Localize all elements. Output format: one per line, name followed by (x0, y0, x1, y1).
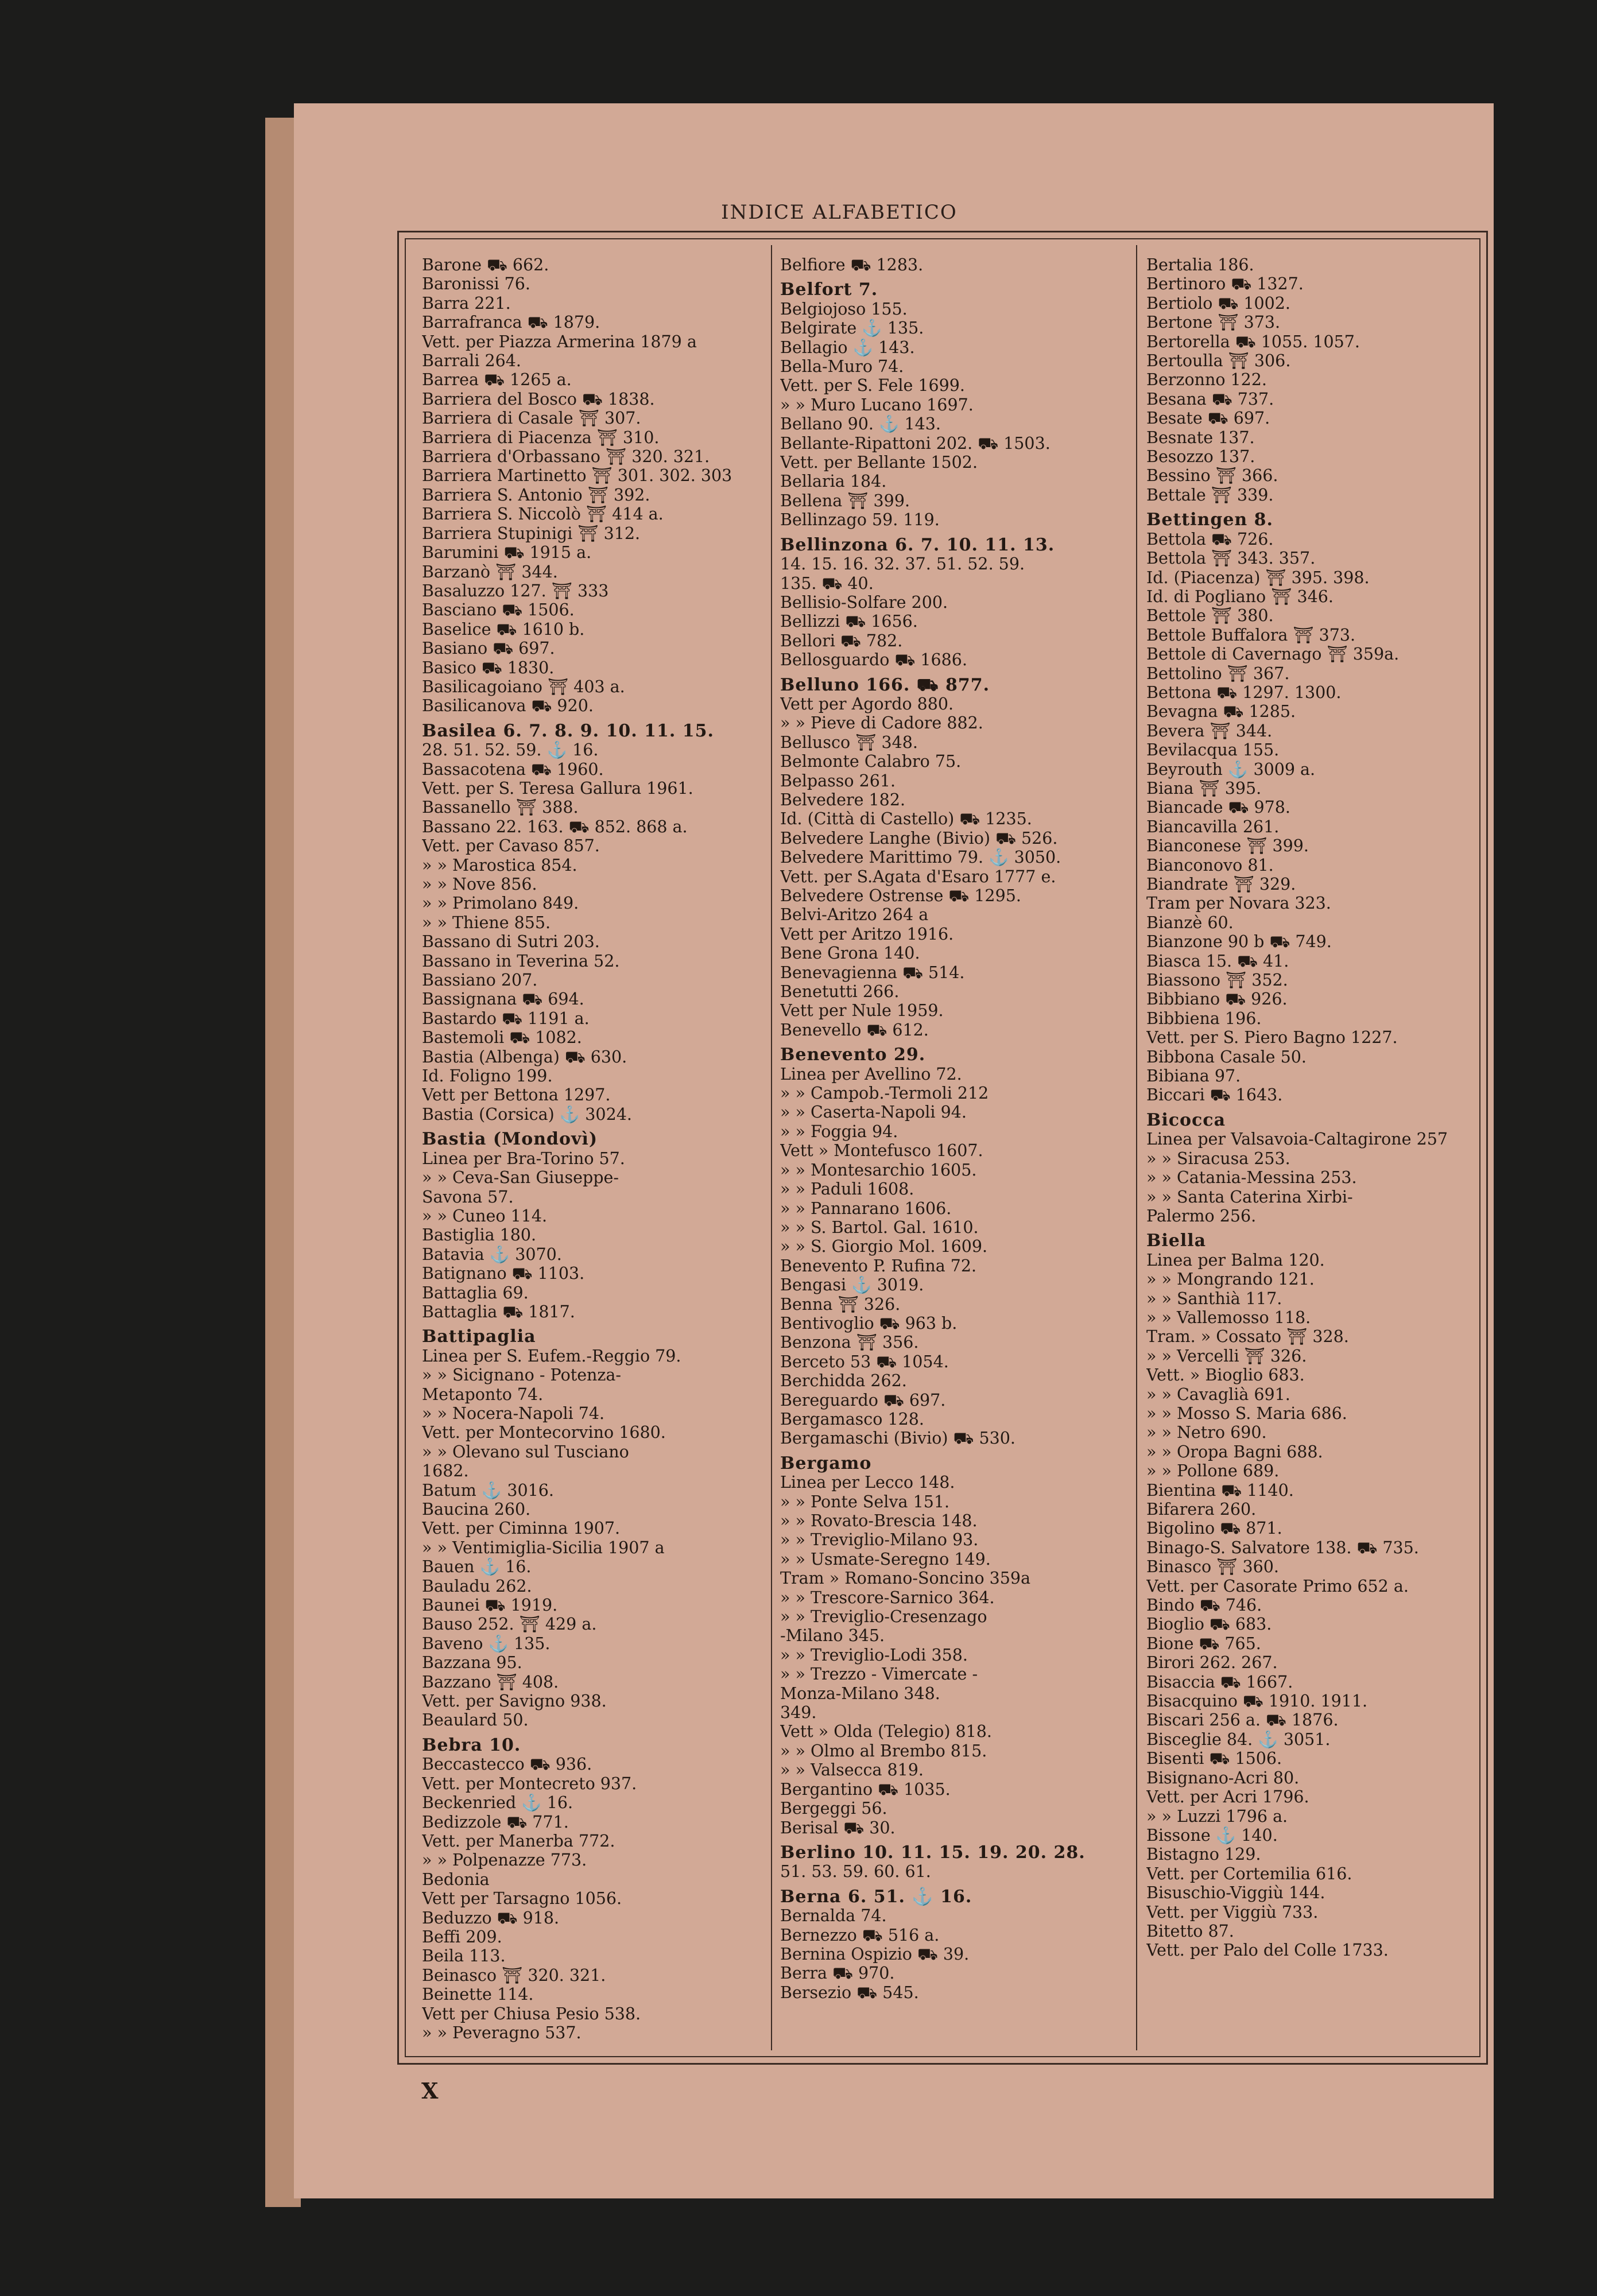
index-entry: Besate ⛟ 697. (1146, 409, 1270, 428)
index-entry: Bertalia 186. (1146, 255, 1254, 274)
index-entry: Berisal ⛟ 30. (780, 1818, 896, 1837)
index-entry: Biassono ⛩ 352. (1146, 971, 1288, 990)
index-entry: Barriera d'Orbassano ⛩ 320. 321. (422, 447, 710, 467)
index-entry: Id. (Città di Castello) ⛟ 1235. (780, 809, 1032, 829)
index-heading: Benevento 29. (780, 1045, 926, 1065)
index-entry: Bibiana 97. (1146, 1066, 1241, 1086)
index-entry: Bibbona Casale 50. (1146, 1047, 1307, 1066)
index-entry: Bigolino ⛟ 871. (1146, 1519, 1282, 1538)
index-entry: Monza-Milano 348. (780, 1684, 940, 1703)
index-entry: Beffi 209. (422, 1927, 502, 1946)
index-heading: Basilea 6. 7. 8. 9. 10. 11. 15. (422, 720, 714, 741)
index-entry: Palermo 256. (1146, 1206, 1257, 1225)
index-entry: » » Vercelli ⛩ 326. (1146, 1346, 1307, 1366)
index-entry: Id. di Pogliano ⛩ 346. (1146, 587, 1334, 606)
index-entry: Barrali 264. (422, 351, 521, 371)
index-entry: Bettole Buffalora ⛩ 373. (1146, 625, 1356, 645)
index-entry: » » Pannarano 1606. (780, 1199, 952, 1218)
index-entry: Baucina 260. (422, 1500, 531, 1519)
index-entry: Barriera del Bosco ⛟ 1838. (422, 389, 655, 409)
index-entry: Benevello ⛟ 612. (780, 1020, 929, 1040)
index-entry: Vett. per S. Piero Bagno 1227. (1146, 1028, 1398, 1048)
index-entry: Barriera Martinetto ⛩ 301. 302. 303 (422, 466, 732, 486)
index-entry: Bellizzi ⛟ 1656. (780, 612, 918, 631)
index-entry: Barra 221. (422, 293, 511, 313)
index-entry: Bellori ⛟ 782. (780, 631, 903, 650)
index-entry: Bastia (Corsica) ⚓ 3024. (422, 1104, 632, 1124)
index-entry: Bianconovo 81. (1146, 855, 1274, 875)
index-entry: Bentivoglio ⛟ 963 b. (780, 1313, 958, 1333)
index-entry: Belvedere 182. (780, 790, 906, 809)
index-entry: -Milano 345. (780, 1626, 885, 1646)
index-entry: Bassano 22. 163. ⛟ 852. 868 a. (422, 817, 688, 836)
index-entry: » » Pollone 689. (1146, 1461, 1280, 1481)
index-entry: Barrafranca ⛟ 1879. (422, 313, 600, 332)
index-entry: Bellante-Ripattoni 202. ⛟ 1503. (780, 433, 1051, 453)
index-entry: Bergeggi 56. (780, 1799, 887, 1818)
index-entry: Besnate 137. (1146, 428, 1255, 447)
index-entry: Bedizzole ⛟ 771. (422, 1812, 569, 1832)
index-entry: Vett. per Piazza Armerina 1879 a (422, 332, 697, 351)
index-heading: Bebra 10. (422, 1735, 521, 1755)
index-entry: Binago-S. Salvatore 138. ⛟ 735. (1146, 1538, 1419, 1557)
index-entry: Vett. per Palo del Colle 1733. (1146, 1941, 1389, 1960)
index-heading: Bastia (Mondovì) (422, 1129, 598, 1150)
index-entry: » » Oropa Bagni 688. (1146, 1442, 1323, 1461)
index-entry: Belgirate ⚓ 135. (780, 319, 924, 338)
index-entry: Bientina ⛟ 1140. (1146, 1480, 1294, 1500)
index-entry: Vett. per Ciminna 1907. (422, 1519, 621, 1538)
index-entry: Barzanò ⛩ 344. (422, 562, 558, 581)
index-entry: Beckenried ⚓ 16. (422, 1793, 573, 1813)
index-entry: Benzona ⛩ 356. (780, 1333, 919, 1352)
index-entry: Bellosguardo ⛟ 1686. (780, 650, 968, 670)
index-entry: » » S. Giorgio Mol. 1609. (780, 1237, 988, 1256)
index-entry: Bertiolo ⛟ 1002. (1146, 293, 1290, 313)
page-sheet (294, 103, 1494, 2198)
index-entry: Bertinoro ⛟ 1327. (1146, 274, 1304, 294)
index-entry: Bitetto 87. (1146, 1921, 1234, 1941)
index-entry: » » Muro Lucano 1697. (780, 395, 974, 414)
index-entry: Metaponto 74. (422, 1384, 544, 1404)
index-entry: » » Santhià 117. (1146, 1289, 1282, 1308)
index-column-2 (780, 255, 1125, 2049)
index-entry: Bellinzago 59. 119. (780, 510, 940, 530)
index-entry: Bergamaschi (Bivio) ⛟ 530. (780, 1429, 1015, 1448)
index-entry: Benna ⛩ 326. (780, 1294, 901, 1314)
index-entry: Biscari 256 a. ⛟ 1876. (1146, 1711, 1339, 1730)
index-entry: Bevera ⛩ 344. (1146, 721, 1273, 740)
index-entry: Bastemoli ⛟ 1082. (422, 1028, 582, 1048)
index-entry: Benevento P. Rufina 72. (780, 1256, 977, 1275)
index-entry: Beila 113. (422, 1946, 506, 1966)
index-entry: Barriera di Casale ⛩ 307. (422, 409, 641, 428)
index-entry: Linea per S. Eufem.-Reggio 79. (422, 1346, 681, 1366)
index-entry: » » Mosso S. Maria 686. (1146, 1403, 1347, 1423)
index-entry: Linea per Lecco 148. (780, 1473, 955, 1492)
index-entry: Binasco ⛩ 360. (1146, 1557, 1279, 1577)
index-entry: Bessino ⛩ 366. (1146, 466, 1278, 486)
index-entry: » » Valsecca 819. (780, 1760, 924, 1780)
index-entry: Tram » Romano-Soncino 359a (780, 1569, 1031, 1588)
index-heading: Battipaglia (422, 1327, 536, 1347)
index-entry: » » Siracusa 253. (1146, 1149, 1290, 1168)
index-entry: Barone ⛟ 662. (422, 255, 549, 274)
index-entry: 1682. (422, 1461, 469, 1481)
index-entry: » » Mongrando 121. (1146, 1270, 1315, 1289)
index-entry: Beinasco ⛩ 320. 321. (422, 1965, 606, 1985)
index-entry: Bastardo ⛟ 1191 a. (422, 1009, 590, 1028)
index-entry: Belvedere Marittimo 79. ⚓ 3050. (780, 848, 1061, 867)
index-entry: Vett. per Casorate Primo 652 a. (1146, 1576, 1409, 1596)
index-entry: Battaglia ⛟ 1817. (422, 1302, 575, 1321)
index-entry: Bernina Ospizio ⛟ 39. (780, 1944, 970, 1964)
index-entry: Biancavilla 261. (1146, 817, 1280, 836)
index-entry: Bindo ⛟ 746. (1146, 1596, 1262, 1615)
index-entry: Batum ⚓ 3016. (422, 1480, 554, 1500)
index-entry: Vett per Agordo 880. (780, 694, 954, 713)
index-entry: » » Peveragno 537. (422, 2023, 582, 2042)
index-entry: Basilicanova ⛟ 920. (422, 696, 594, 716)
index-entry: Id. Foligno 199. (422, 1066, 553, 1086)
index-entry: Bernalda 74. (780, 1906, 887, 1926)
index-entry: Bauen ⚓ 16. (422, 1557, 532, 1577)
index-entry: Bergantino ⛟ 1035. (780, 1779, 951, 1799)
index-entry: » » Vallemosso 118. (1146, 1308, 1311, 1327)
index-entry: Bianzè 60. (1146, 913, 1234, 932)
index-entry: Bettole di Cavernago ⛩ 359a. (1146, 645, 1400, 664)
index-entry: Vett. » Bioglio 683. (1146, 1366, 1305, 1385)
index-entry: » » Olevano sul Tusciano (422, 1442, 629, 1461)
index-entry: Beduzzo ⛟ 918. (422, 1908, 560, 1927)
index-entry: » » Treviglio-Lodi 358. (780, 1645, 968, 1665)
index-entry: » » Ventimiglia-Sicilia 1907 a (422, 1538, 665, 1557)
index-entry: Battaglia 69. (422, 1283, 529, 1302)
index-entry: Belmonte Calabro 75. (780, 752, 962, 771)
index-entry: » » Sicignano - Potenza- (422, 1366, 622, 1385)
index-entry: Bertorella ⛟ 1055. 1057. (1146, 332, 1360, 351)
index-entry: Vett » Montefusco 1607. (780, 1141, 983, 1161)
index-entry: Vett » Olda (Telegio) 818. (780, 1722, 992, 1742)
index-entry: Bellena ⛩ 399. (780, 491, 910, 510)
index-entry: Bellisio-Solfare 200. (780, 592, 948, 612)
index-entry: Biccari ⛟ 1643. (1146, 1085, 1283, 1105)
index-column-1 (422, 255, 761, 2049)
index-entry: » » Cavaglià 691. (1146, 1384, 1290, 1404)
index-entry: Vett per Aritzo 1916. (780, 924, 954, 944)
index-entry: Bistagno 129. (1146, 1845, 1261, 1864)
index-entry: Bianconese ⛩ 399. (1146, 836, 1309, 856)
index-entry: Bettolino ⛩ 367. (1146, 664, 1290, 683)
index-entry: Berchidda 262. (780, 1371, 907, 1391)
index-entry: » » Luzzi 1796 a. (1146, 1806, 1288, 1826)
index-entry: Bettola ⛩ 343. 357. (1146, 549, 1316, 568)
index-entry: Bisacquino ⛟ 1910. 1911. (1146, 1692, 1368, 1711)
index-entry: Barumini ⛟ 1915 a. (422, 543, 592, 563)
index-entry: Bellusco ⛩ 348. (780, 732, 918, 752)
index-entry: Vett. per Viggiù 733. (1146, 1902, 1319, 1922)
index-heading: Belluno 166. ⛟ 877. (780, 674, 990, 695)
index-entry: Baronissi 76. (422, 274, 530, 294)
index-entry: Linea per Bra-Torino 57. (422, 1149, 625, 1168)
index-entry: Vett. per Montecreto 937. (422, 1774, 637, 1793)
index-entry: Bella-Muro 74. (780, 357, 904, 377)
index-entry: Vett. per S.Agata d'Esaro 1777 e. (780, 867, 1056, 886)
index-heading: Biella (1146, 1231, 1207, 1251)
index-entry: Vett per Chiusa Pesio 538. (422, 2004, 641, 2023)
index-entry: Bellaria 184. (780, 472, 887, 491)
index-entry: Beinette 114. (422, 1985, 534, 2004)
index-entry: Besana ⛟ 737. (1146, 389, 1274, 409)
index-entry: Vett. per S. Fele 1699. (780, 376, 965, 395)
index-entry: Benetutti 266. (780, 982, 900, 1002)
index-entry: » » Paduli 1608. (780, 1180, 914, 1199)
index-heading: Bergamo (780, 1453, 872, 1473)
index-entry: Bereguardo ⛟ 697. (780, 1390, 946, 1410)
index-entry: Berzonno 122. (1146, 370, 1267, 390)
index-entry: Linea per Balma 120. (1146, 1250, 1325, 1270)
index-entry: Tram per Novara 323. (1146, 894, 1331, 913)
index-entry: Bassano in Teverina 52. (422, 951, 620, 971)
index-entry: Vett per Nule 1959. (780, 1001, 944, 1021)
index-entry: Bissone ⚓ 140. (1146, 1825, 1278, 1845)
index-entry: Bevagna ⛟ 1285. (1146, 702, 1296, 722)
index-entry: Bettale ⛩ 339. (1146, 485, 1274, 505)
index-entry: Bernezzo ⛟ 516 a. (780, 1925, 940, 1945)
column-divider (1136, 245, 1137, 2050)
index-entry: » » S. Bartol. Gal. 1610. (780, 1217, 979, 1237)
index-entry: Birori 262. 267. (1146, 1653, 1278, 1673)
index-entry: Barriera di Piacenza ⛩ 310. (422, 428, 660, 447)
index-entry: Basciano ⛟ 1506. (422, 600, 575, 620)
index-entry: Batignano ⛟ 1103. (422, 1264, 585, 1283)
index-entry: Bengasi ⚓ 3019. (780, 1275, 924, 1295)
index-entry: » » Primolano 849. (422, 894, 579, 913)
index-entry: » » Foggia 94. (780, 1122, 898, 1141)
index-entry: Bellagio ⚓ 143. (780, 338, 915, 357)
index-heading: Belfort 7. (780, 280, 878, 300)
index-entry: » » Nocera-Napoli 74. (422, 1403, 605, 1423)
index-entry: Belvedere Ostrense ⛟ 1295. (780, 886, 1021, 905)
index-entry: Vett. per Montecorvino 1680. (422, 1423, 666, 1442)
index-entry: Bianzone 90 b ⛟ 749. (1146, 932, 1332, 952)
index-entry: Biancade ⛟ 978. (1146, 798, 1290, 817)
index-entry: » » Olmo al Brembo 815. (780, 1741, 987, 1760)
index-entry: Vett. per Cavaso 857. (422, 836, 600, 856)
index-entry: Bifarera 260. (1146, 1500, 1257, 1519)
column-divider (771, 245, 772, 2050)
index-entry: Bettona ⛟ 1297. 1300. (1146, 682, 1342, 702)
index-entry: Baveno ⚓ 135. (422, 1634, 551, 1653)
index-entry: Bersezio ⛟ 545. (780, 1983, 919, 2002)
index-entry: » » Marostica 854. (422, 855, 577, 875)
index-entry: Tram. » Cossato ⛩ 328. (1146, 1327, 1349, 1347)
index-heading: Bicocca (1146, 1110, 1226, 1130)
index-entry: 135. ⛟ 40. (780, 573, 874, 593)
index-entry: Vett. per Savigno 938. (422, 1692, 607, 1711)
page-number: X (421, 2078, 439, 2104)
index-entry: Basiano ⛟ 697. (422, 639, 555, 658)
index-entry: Bassacotena ⛟ 1960. (422, 759, 604, 779)
index-entry: Linea per Avellino 72. (780, 1064, 962, 1084)
index-entry: Bassiano 207. (422, 971, 538, 990)
index-entry: Bisuschio-Viggiù 144. (1146, 1883, 1325, 1903)
index-entry: Beyrouth ⚓ 3009 a. (1146, 759, 1316, 779)
index-entry: Vett. per Acri 1796. (1146, 1787, 1309, 1807)
index-entry: 51. 53. 59. 60. 61. (780, 1862, 931, 1882)
index-entry: Bisignano-Acri 80. (1146, 1768, 1300, 1787)
index-column-3 (1146, 255, 1485, 2049)
index-entry: Bedonia (422, 1870, 490, 1889)
index-entry: » » Caserta-Napoli 94. (780, 1103, 967, 1122)
index-entry: » » Thiene 855. (422, 913, 551, 932)
index-entry: Belvi-Aritzo 264 a (780, 905, 929, 925)
index-entry: Bazzano ⛩ 408. (422, 1672, 559, 1692)
index-entry: Bazzana 95. (422, 1653, 522, 1673)
index-entry: » » Ponte Selva 151. (780, 1492, 950, 1511)
index-entry: Bene Grona 140. (780, 944, 920, 963)
index-entry: Benevagienna ⛟ 514. (780, 963, 965, 982)
index-entry: » » Pieve di Cadore 882. (780, 713, 983, 733)
index-entry: Barrea ⛟ 1265 a. (422, 370, 572, 390)
index-entry: Barriera S. Antonio ⛩ 392. (422, 485, 650, 505)
index-entry: Bassanello ⛩ 388. (422, 798, 579, 817)
index-entry: 14. 15. 16. 32. 37. 51. 52. 59. (780, 554, 1025, 574)
index-entry: Biasca 15. ⛟ 41. (1146, 951, 1289, 971)
index-entry: Berceto 53 ⛟ 1054. (780, 1352, 949, 1371)
index-entry: Bettole ⛩ 380. (1146, 606, 1274, 626)
index-entry: Vett. per S. Teresa Gallura 1961. (422, 778, 693, 798)
index-entry: Bisaccia ⛟ 1667. (1146, 1672, 1293, 1692)
index-entry: Bibbiena 196. (1146, 1009, 1262, 1028)
index-entry: » » Netro 690. (1146, 1423, 1267, 1442)
index-frame (397, 231, 1488, 2065)
index-entry: Vett. per Manerba 772. (422, 1831, 615, 1851)
index-entry: Bisenti ⛟ 1506. (1146, 1749, 1282, 1768)
index-entry: Belpasso 261. (780, 771, 896, 790)
index-entry: Savona 57. (422, 1187, 514, 1207)
index-entry: Belvedere Langhe (Bivio) ⛟ 526. (780, 828, 1058, 848)
index-entry: » » Trescore-Sarnico 364. (780, 1588, 995, 1607)
index-entry: Belfiore ⛟ 1283. (780, 255, 924, 274)
index-entry: Bisceglie 84. ⚓ 3051. (1146, 1729, 1331, 1749)
index-entry: Vett. per Bellante 1502. (780, 453, 978, 472)
index-entry: Berra ⛟ 970. (780, 1964, 895, 1983)
index-entry: Baselice ⛟ 1610 b. (422, 619, 585, 639)
index-entry: » » Usmate-Seregno 149. (780, 1549, 991, 1569)
page-header: INDICE ALFABETICO (721, 201, 958, 224)
index-entry: Bibbiano ⛟ 926. (1146, 990, 1288, 1009)
index-entry: Bergamasco 128. (780, 1409, 924, 1429)
index-entry: Beccastecco ⛟ 936. (422, 1755, 592, 1774)
index-entry: Vett. per Cortemilia 616. (1146, 1864, 1352, 1883)
index-entry: » » Rovato-Brescia 148. (780, 1511, 978, 1530)
index-frame-inner (405, 238, 1480, 2057)
index-entry: » » Campob.-Termoli 212 (780, 1084, 989, 1103)
index-entry: » » Santa Caterina Xirbi- (1146, 1187, 1353, 1207)
index-entry: Bertoulla ⛩ 306. (1146, 351, 1291, 371)
index-heading: Bettingen 8. (1146, 510, 1274, 530)
index-entry: » » Cuneo 114. (422, 1206, 548, 1225)
index-entry: Bettola ⛟ 726. (1146, 529, 1274, 549)
index-entry: Bastiglia 180. (422, 1225, 537, 1245)
index-entry: Baunei ⛟ 1919. (422, 1596, 558, 1615)
index-heading: Berna 6. 51. ⚓ 16. (780, 1886, 972, 1907)
index-entry: 349. (780, 1703, 817, 1723)
index-entry: Besozzo 137. (1146, 447, 1255, 467)
index-entry: Bassano di Sutri 203. (422, 932, 600, 952)
index-entry: Id. (Piacenza) ⛩ 395. 398. (1146, 568, 1370, 587)
index-entry: » » Trezzo - Vimercate - (780, 1665, 978, 1684)
index-entry: Bione ⛟ 765. (1146, 1634, 1261, 1653)
index-entry: Basaluzzo 127. ⛩ 333 (422, 581, 609, 600)
index-entry: Bevilacqua 155. (1146, 740, 1280, 760)
index-entry: Vett per Tarsagno 1056. (422, 1889, 622, 1909)
index-entry: Biana ⛩ 395. (1146, 778, 1262, 798)
index-entry: Bellano 90. ⚓ 143. (780, 414, 941, 434)
index-entry: Batavia ⚓ 3070. (422, 1244, 562, 1264)
index-entry: Bioglio ⛟ 683. (1146, 1615, 1272, 1634)
index-entry: » » Polpenazze 773. (422, 1851, 587, 1870)
index-entry: Bauso 252. ⛩ 429 a. (422, 1615, 597, 1634)
index-entry: » » Nove 856. (422, 875, 537, 894)
index-entry: Beaulard 50. (422, 1711, 529, 1730)
index-entry: 28. 51. 52. 59. ⚓ 16. (422, 740, 599, 760)
index-entry: Barriera Stupinigi ⛩ 312. (422, 523, 641, 543)
index-entry: Belgiojoso 155. (780, 299, 908, 319)
index-entry: Bassignana ⛟ 694. (422, 990, 584, 1009)
index-entry: » » Ceva-San Giuseppe- (422, 1168, 619, 1188)
index-entry: Bastia (Albenga) ⛟ 630. (422, 1047, 627, 1066)
index-entry: Barriera S. Niccolò ⛩ 414 a. (422, 505, 664, 524)
index-entry: » » Treviglio-Milano 93. (780, 1530, 979, 1550)
index-entry: » » Treviglio-Cresenzago (780, 1607, 987, 1627)
index-heading: Bellinzona 6. 7. 10. 11. 13. (780, 534, 1055, 555)
index-entry: Linea per Valsavoia-Caltagirone 257 (1146, 1130, 1448, 1149)
index-entry: Biandrate ⛩ 329. (1146, 875, 1296, 894)
index-entry: Vett per Bettona 1297. (422, 1085, 611, 1105)
index-entry: Bauladu 262. (422, 1576, 532, 1596)
index-entry: Bertone ⛩ 373. (1146, 313, 1281, 332)
index-entry: » » Catania-Messina 253. (1146, 1168, 1357, 1188)
index-entry: Basilicagoiano ⛩ 403 a. (422, 677, 625, 696)
index-heading: Berlino 10. 11. 15. 19. 20. 28. (780, 1842, 1086, 1863)
index-entry: Basico ⛟ 1830. (422, 658, 555, 677)
index-entry: » » Montesarchio 1605. (780, 1160, 977, 1180)
